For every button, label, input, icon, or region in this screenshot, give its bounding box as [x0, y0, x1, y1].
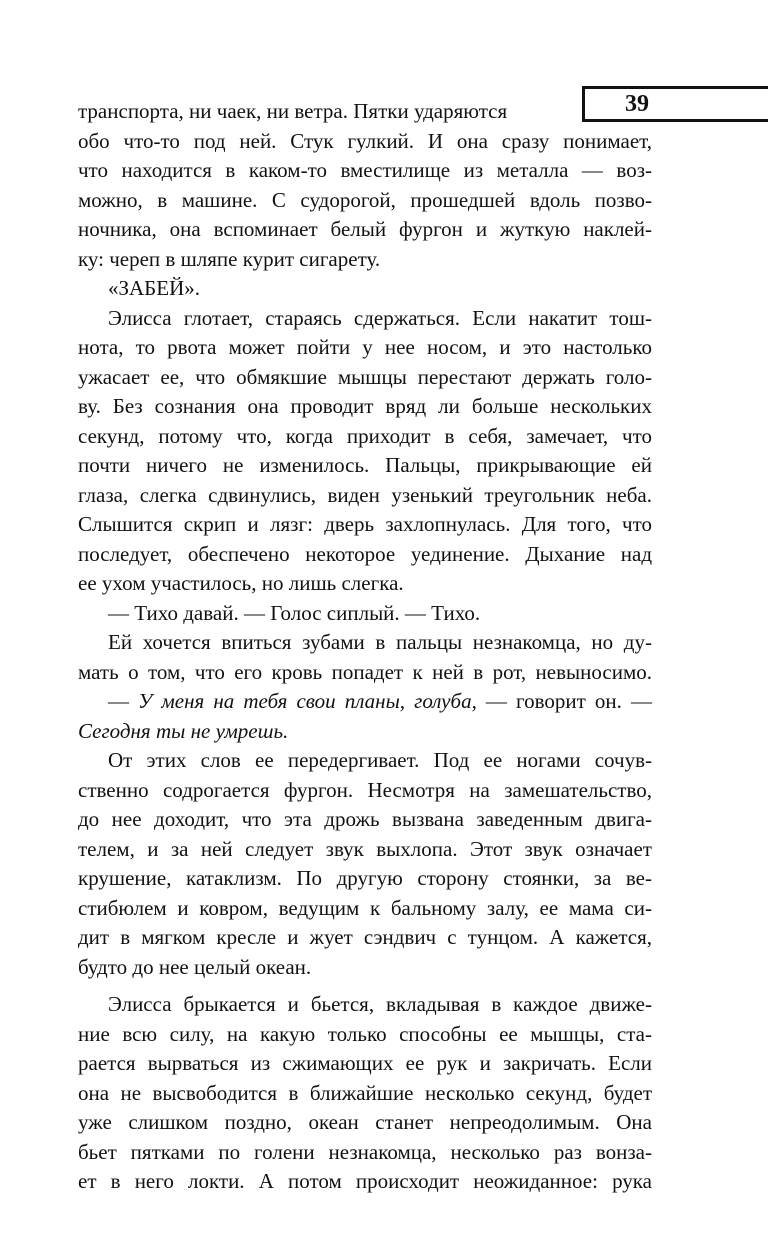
- text-line: «ЗАБЕЙ».: [108, 276, 200, 300]
- text-line: ку: череп в шляпе курит сигарету.: [78, 246, 381, 271]
- text-line: мать о том, что его кровь попадет к ней в рот, невыносимо.: [78, 659, 652, 684]
- text-line: ву. Без сознания она проводит вряд ли больше нескольких: [78, 394, 652, 418]
- text-line: до нее доходит, что эта дрожь вызвана заведенным двига-: [78, 807, 652, 831]
- text-line: ночника, она вспоминает белый фургон и жуткую наклей-: [78, 217, 652, 241]
- text-line: Элисса глотает, стараясь сдержаться. Если накатит тош-: [108, 305, 652, 330]
- text-line: Ей хочется впиться зубами в пальцы незнакомца, но ду-: [108, 630, 652, 654]
- paragraph-gap: [78, 982, 652, 990]
- text-line: [78, 687, 652, 717]
- text-line: Слышится скрип и лязг: дверь захлопнулась. Для того, что: [78, 512, 652, 536]
- text-line: секунд, потому что, когда приходит в себя, замечает, что: [78, 423, 652, 448]
- italic-text: У меня на тебя свои планы, голуба,: [138, 689, 477, 713]
- text-line: последует, обеспечено некоторое уединение. Дыхание над: [78, 541, 652, 566]
- text-line: От этих слов ее передергивает. Под ее ногами сочув-: [108, 748, 652, 772]
- text-line: уже слишком поздно, океан станет непреодолимым. Она: [78, 1110, 652, 1134]
- text-line: почти ничего не изменилось. Пальцы, прикрывающие ей: [78, 453, 652, 477]
- text-line: будто до нее целый океан.: [78, 954, 312, 979]
- text-line: обо что-то под ней. Стук гулкий. И она сразу понимает,: [78, 128, 652, 153]
- text-line: стибюлем и ковром, ведущим к бальному залу, ее мама си-: [78, 895, 652, 920]
- text-line: дит в мягком кресле и жует сэндвич с тунцом. А кажется,: [78, 925, 652, 949]
- body-text: [78, 97, 652, 1197]
- text-line: она не высвободится в ближайшие несколько секунд, будет: [78, 1080, 652, 1105]
- text-line: нота, то рвота может пойти у нее носом, и это настолько: [78, 335, 652, 359]
- text-line: [78, 717, 652, 747]
- dialogue-tail: — говорит он. —: [476, 689, 652, 713]
- text-line: — Тихо давай. — Голос сиплый. — Тихо.: [108, 600, 481, 625]
- text-line: крушение, катаклизм. По другую сторону стоянки, за ве-: [78, 866, 652, 890]
- text-line: что находится в каком-то вместилище из металла — воз-: [78, 158, 652, 182]
- text-line: ственно содрогается фургон. Несмотря на замешательство,: [78, 777, 652, 802]
- text-line: ужасает ее, что обмякшие мышцы перестают держать голо-: [78, 364, 652, 389]
- text-line: бьет пятками по голени незнакомца, несколько раз вонза-: [78, 1139, 652, 1164]
- text-line: ее ухом участилось, но лишь слегка.: [78, 571, 404, 595]
- text-line: можно, в машине. С судорогой, прошедшей вдоль позво-: [78, 187, 652, 212]
- text-line: ет в него локти. А потом происходит неожиданное: рука: [78, 1169, 652, 1193]
- text-line: телем, и за ней следует звук выхлопа. Этот звук означает: [78, 836, 652, 861]
- italic-text: Сегодня ты не умрешь.: [78, 718, 289, 743]
- text-line: ние всю силу, на какую только способны ее мышцы, ста-: [78, 1021, 652, 1046]
- text-line: глаза, слегка сдвинулись, виден узенький треугольник неба.: [78, 482, 652, 507]
- page-number: 39: [625, 91, 649, 117]
- text-line: рается вырваться из сжимающих ее рук и закричать. Если: [78, 1051, 652, 1075]
- text-line: Элисса брыкается и бьется, вкладывая в каждое движе-: [108, 992, 652, 1016]
- text-line: транспорта, ни чаек, ни ветра. Пятки ударяются: [78, 99, 508, 123]
- dialogue-dash: —: [108, 689, 139, 713]
